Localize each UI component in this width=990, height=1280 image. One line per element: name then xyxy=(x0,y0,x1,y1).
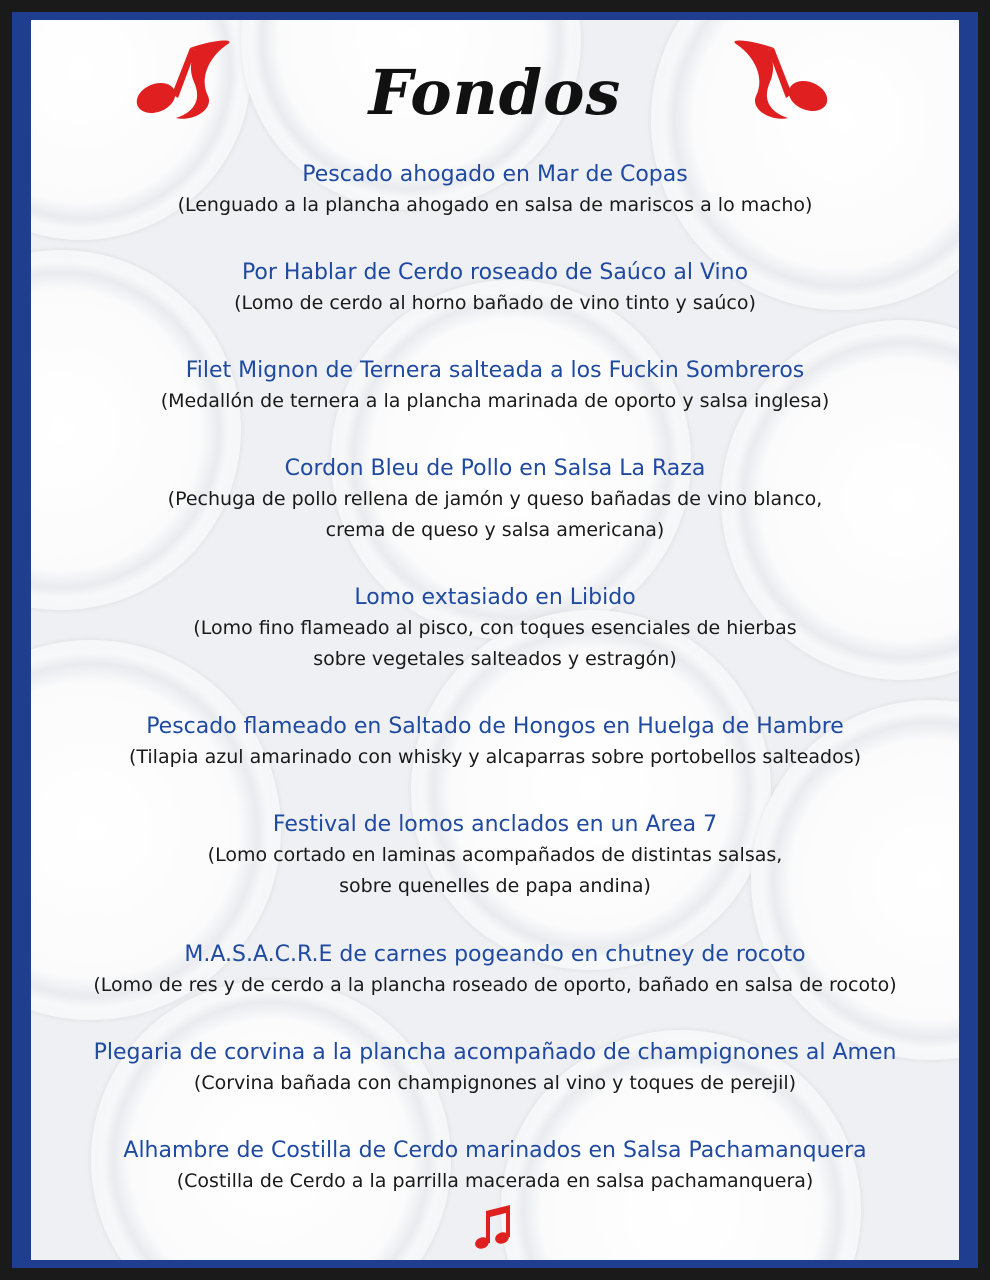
dish-description: (Costilla de Cerdo a la parrilla macerada en salsa pachamanquera) xyxy=(176,1170,814,1192)
dish-name: Festival de lomos anclados en un Area 7 xyxy=(272,812,718,837)
dish-description: (Medallón de ternera a la plancha marinada de oporto y salsa inglesa) xyxy=(160,390,830,412)
double-music-note-icon xyxy=(474,1203,514,1253)
dish-item xyxy=(31,1136,959,1197)
dish-description: (Corvina bañada con champignones al vino y toques de perejil) xyxy=(193,1072,797,1094)
dish-description: (Tilapia azul amarinado con whisky y alcaparras sobre portobellos salteados) xyxy=(128,746,862,768)
dish-description: (Pechuga de pollo rellena de jamón y queso bañadas de vino blanco, xyxy=(167,488,823,510)
dish-name: Alhambre de Costilla de Cerdo marinados en Salsa Pachamanquera xyxy=(123,1138,867,1163)
dish-item xyxy=(31,1038,959,1099)
dish-item xyxy=(31,160,959,221)
dish-description: (Lomo cortado en laminas acompañados de distintas salsas, xyxy=(207,844,783,866)
dish-name: M.A.S.A.C.R.E de carnes pogeando en chutney de rocoto xyxy=(184,942,806,967)
dish-item xyxy=(31,258,959,319)
dish-name: Por Hablar de Cerdo roseado de Saúco al Vino xyxy=(241,260,749,285)
dish-name: Pescado flameado en Saltado de Hongos en Huelga de Hambre xyxy=(146,714,844,739)
dish-description: (Lenguado a la plancha ahogado en salsa de mariscos a lo macho) xyxy=(177,194,813,216)
dish-item xyxy=(31,356,959,417)
dish-description: sobre quenelles de papa andina) xyxy=(339,875,651,897)
dish-description: (Lomo de res y de cerdo a la plancha roseado de oporto, bañado en salsa de rocoto) xyxy=(93,974,897,996)
dish-name: Filet Mignon de Ternera salteada a los Fuckin Sombreros xyxy=(185,358,805,383)
background-plate xyxy=(91,980,451,1260)
dish-description: (Lomo fino flameado al pisco, con toques esenciales de hierbas xyxy=(193,617,797,639)
dish-item xyxy=(31,454,959,546)
dish-item xyxy=(31,940,959,1001)
page-title: Fondos xyxy=(368,56,622,129)
dish-name: Lomo extasiado en Libido xyxy=(354,585,636,610)
dish-name: Pescado ahogado en Mar de Copas xyxy=(302,162,688,187)
dish-item xyxy=(31,712,959,773)
dish-item xyxy=(31,583,959,675)
dish-description: (Lomo de cerdo al horno bañado de vino tinto y saúco) xyxy=(234,292,756,314)
dish-description: sobre vegetales salteados y estragón) xyxy=(313,648,677,670)
dish-name: Plegaria de corvina a la plancha acompañado de champignones al Amen xyxy=(93,1040,897,1065)
dish-description: crema de queso y salsa americana) xyxy=(325,519,665,541)
dish-item xyxy=(31,810,959,902)
dish-name: Cordon Bleu de Pollo en Salsa La Raza xyxy=(284,456,706,481)
